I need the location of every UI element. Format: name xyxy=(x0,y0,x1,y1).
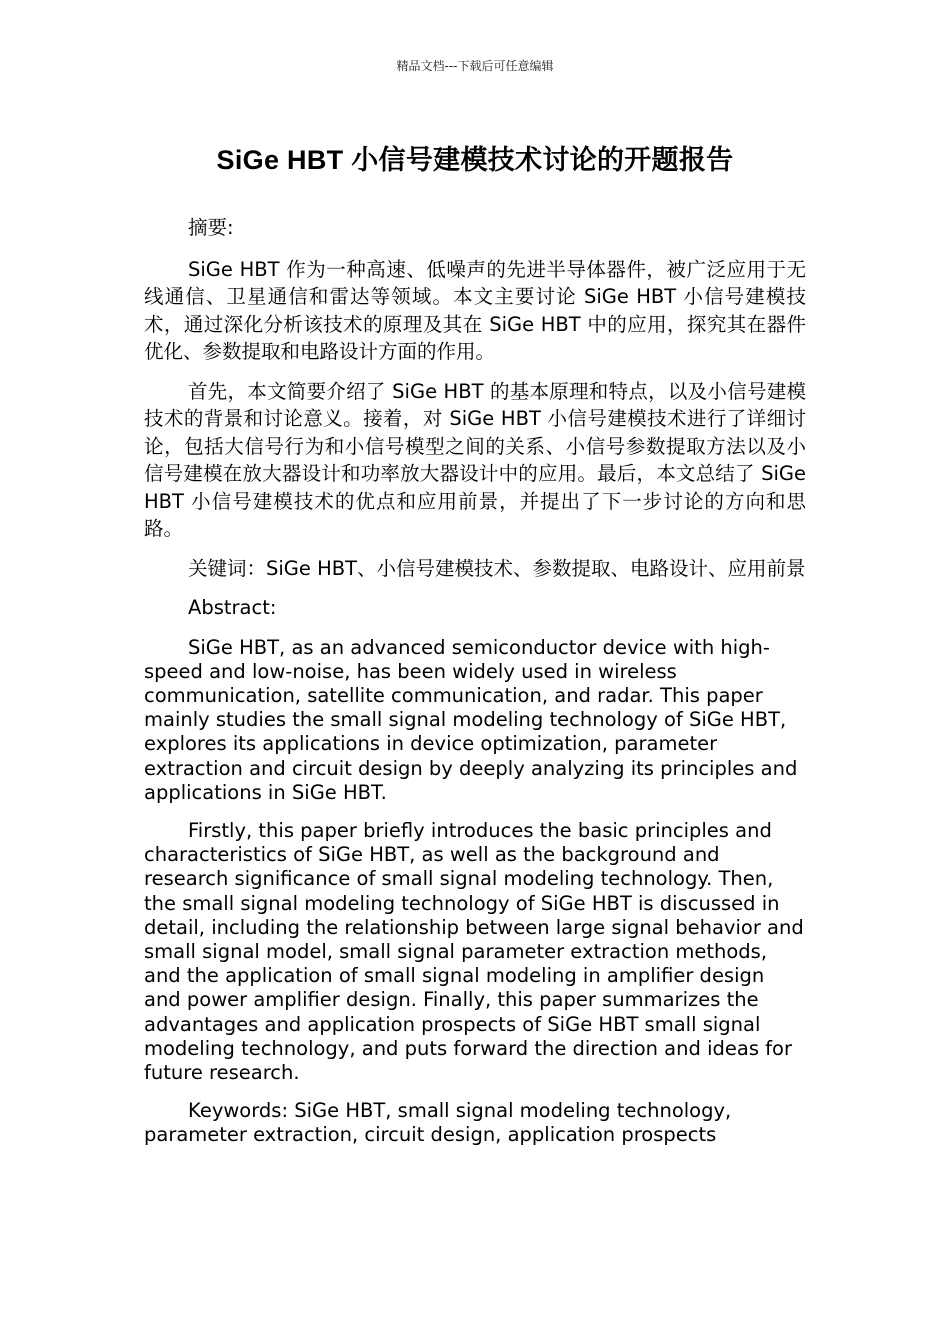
keywords-en: Keywords: SiGe HBT, small signal modeling technology, parameter extraction, circuit design, application prospects xyxy=(144,1099,732,1147)
page-header-note: 精品文档---下载后可任意编辑 xyxy=(396,59,554,73)
keywords-cn: 关键词：SiGe HBT、小信号建模技术、参数提取、电路设计、应用前景 xyxy=(188,556,806,580)
abstract-en-paragraph-2: Firstly, this paper briefly introduces the basic principles and characteristics of SiGe HBT, as well as the background and research significance of small signal modeling technology. Then, the small signal modeling technology of SiGe HBT is discussed in detail, including the relationship between large signal behavior and small signal model, small signal parameter extraction methods, and the application of small signal modeling in amplifier design and power amplifier design. Finally, this paper summarizes the advantages and application prospects of SiGe HBT small signal modeling technology, and puts forward the direction and ideas for future research. xyxy=(144,818,804,1084)
document-body xyxy=(144,214,806,1162)
document-title: SiGe HBT 小信号建模技术讨论的开题报告 xyxy=(216,145,734,175)
abstract-cn-paragraph-2: 首先，本文简要介绍了 SiGe HBT 的基本原理和特点，以及小信号建模技术的背景和讨论意义。接着，对 SiGe HBT 小信号建模技术进行了详细讨论，包括大信号行为和小信号模型之间的关系、小信号参数提取方法以及小信号建模在放大器设计和功率放大器设计中的应用。最后，本文总结了 SiGe HBT 小信号建模技术的优点和应用前景，并提出了下一步讨论的方向和思路。 xyxy=(144,379,806,540)
abstract-en-paragraph-1: SiGe HBT, as an advanced semiconductor device with high-speed and low-noise, has been widely used in wireless communication, satellite communication, and radar. This paper mainly studies the small signal modeling technology of SiGe HBT, explores its applications in device optimization, parameter extraction and circuit design by deeply analyzing its principles and applications in SiGe HBT. xyxy=(144,635,798,804)
abstract-en-label: Abstract: xyxy=(188,596,277,619)
abstract-cn-paragraph-1: SiGe HBT 作为一种高速、低噪声的先进半导体器件，被广泛应用于无线通信、卫星通信和雷达等领域。本文主要讨论 SiGe HBT 小信号建模技术，通过深化分析该技术的原理及其在 SiGe HBT 中的应用，探究其在器件优化、参数提取和电路设计方面的作用。 xyxy=(144,257,806,363)
abstract-cn-label: 摘要: xyxy=(188,216,234,239)
